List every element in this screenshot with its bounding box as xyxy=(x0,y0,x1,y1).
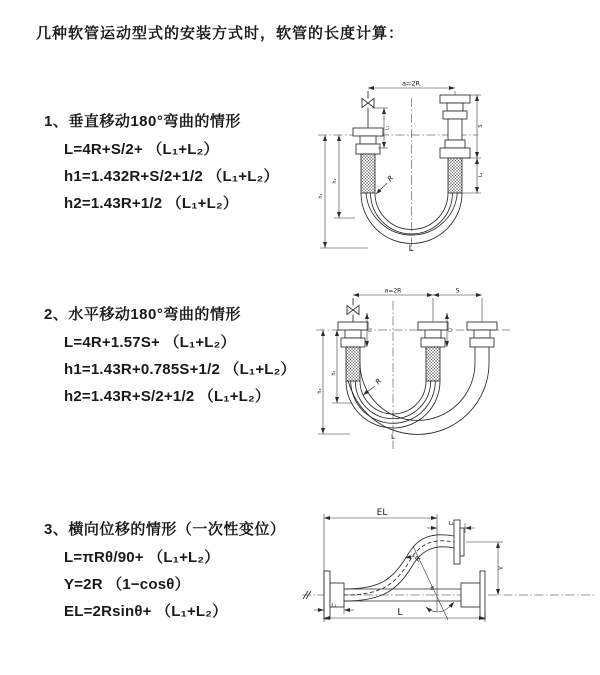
d2-middle-flange-plate2 xyxy=(421,338,445,347)
d1-right-flange2-plate xyxy=(440,148,470,158)
d3-curve-wall-top xyxy=(344,535,454,589)
d2-radius-label: R xyxy=(374,377,384,387)
d2-middle-flange-plate xyxy=(418,322,448,330)
d2-dim-l1-label: L₁ xyxy=(368,327,374,333)
d2-left-braid xyxy=(346,347,360,381)
section-3-heading: 3、横向位移的情形（一次性变位） xyxy=(44,521,286,538)
d2-left-flange xyxy=(338,322,368,381)
d1-right-flange-plate2 xyxy=(443,111,467,119)
diagram-vertical-180-bend xyxy=(310,78,600,254)
d2-dim-h1-label: h₁ xyxy=(317,388,323,394)
d3-dim-l2-label: L₂ xyxy=(448,521,454,527)
d2-hose2-arc-outer xyxy=(346,363,489,434)
d3-angle-label: θ xyxy=(430,586,434,592)
d3-dim-l1-label: L₁ xyxy=(331,603,337,609)
d2-right-flange xyxy=(467,322,497,347)
d2-dim-l2-label: L₂ xyxy=(448,327,454,333)
section-1-heading: 1、垂直移动180°弯曲的情形 xyxy=(44,113,241,130)
d2-left-flange-neck xyxy=(345,330,361,338)
section-2-formula-h2: h2=1.43R+S/2+1/2 （L₁+L₂） xyxy=(64,388,271,405)
d1-left-flange-plate xyxy=(353,128,383,136)
d2-dim-h2-label: h₂ xyxy=(331,370,337,376)
d1-right-flange2-neck xyxy=(445,140,465,148)
d1-dim-h1-label: h₁ xyxy=(318,193,324,199)
d3-curve-wall-bottom xyxy=(344,547,454,601)
d3-radius-label: R xyxy=(413,554,423,564)
section-1-formula-h1: h1=1.432R+S/2+1/2 （L₁+L₂） xyxy=(64,168,279,185)
section-3-formula-EL: EL=2Rsinθ+ （L₁+L₂） xyxy=(64,603,228,620)
d2-left-flange-plate2 xyxy=(341,338,365,347)
section-2-heading: 2、水平移动180°弯曲的情形 xyxy=(44,306,241,323)
d1-dim-h2-label: h₂ xyxy=(332,178,338,184)
section-2-formula-h1: h1=1.43R+0.785S+1/2 （L₁+L₂） xyxy=(64,361,296,378)
d1-length-label: L xyxy=(408,244,414,254)
d1-dim-a2r-label: a=2R xyxy=(401,79,421,88)
d2-right-flange-neck xyxy=(474,330,490,338)
d2-length-label: L xyxy=(391,433,395,441)
d2-right-flange-plate2 xyxy=(470,338,494,347)
d1-left-flange-neck xyxy=(360,136,376,144)
section-3-formula-L: L=πRθ/90+ （L₁+L₂） xyxy=(64,549,220,566)
d3-left-flange-plate xyxy=(324,571,330,619)
d1-right-braid xyxy=(448,158,462,193)
section-1-formula-h2: h2=1.43R+1/2 （L₁+L₂） xyxy=(64,195,239,212)
section-3-formula-Y: Y=2R （1−cosθ） xyxy=(64,576,190,593)
d1-dim-s-label: S xyxy=(478,124,484,128)
d2-dim-a2r-label: a=2R xyxy=(384,287,402,295)
d2-middle-flange-neck xyxy=(425,330,441,338)
page-title: 几种软管运动型式的安装方式时，软管的长度计算： xyxy=(36,25,405,42)
d2-middle-flange xyxy=(418,322,448,381)
d1-right-pipe xyxy=(448,119,462,140)
d3-upper-flange-plate xyxy=(454,520,460,564)
d3-upper-hub xyxy=(460,528,464,556)
section-2-formula-L: L=4R+1.57S+ （L₁+L₂） xyxy=(64,334,236,351)
d1-right-flange-plate xyxy=(440,95,470,103)
d1-radius-leader xyxy=(376,183,387,194)
d2-hose1-arc-outer xyxy=(346,381,440,428)
d1-left-flange-plate2 xyxy=(356,144,380,154)
d2-right-flange-plate xyxy=(467,322,497,330)
d1-valve-icon xyxy=(362,99,374,108)
d3-dim-l-label: L xyxy=(397,607,403,618)
d2-valve-icon xyxy=(347,306,359,315)
d3-right-flange-plate xyxy=(480,571,485,619)
diagram-lateral-displacement xyxy=(296,500,600,650)
d1-dim-l1-label: L₁ xyxy=(385,125,391,131)
d2-left-flange-plate xyxy=(338,322,368,330)
d1-dim-l2-label: L₂ xyxy=(478,172,484,178)
d2-hose2-arc-inner xyxy=(360,363,475,420)
d1-radius-label: R xyxy=(386,174,396,184)
d1-right-flange-neck xyxy=(447,103,463,111)
diagram-horizontal-180-bend xyxy=(310,283,600,455)
d3-dim-y-label: Y xyxy=(497,566,505,570)
d2-middle-braid xyxy=(426,347,440,381)
section-1-formula-L: L=4R+S/2+ （L₁+L₂） xyxy=(64,141,219,158)
d3-dim-el-label: EL xyxy=(376,508,388,518)
d3-right-hub xyxy=(461,583,480,607)
d1-left-braid xyxy=(361,154,375,193)
d2-dim-s-label: S xyxy=(455,287,460,295)
